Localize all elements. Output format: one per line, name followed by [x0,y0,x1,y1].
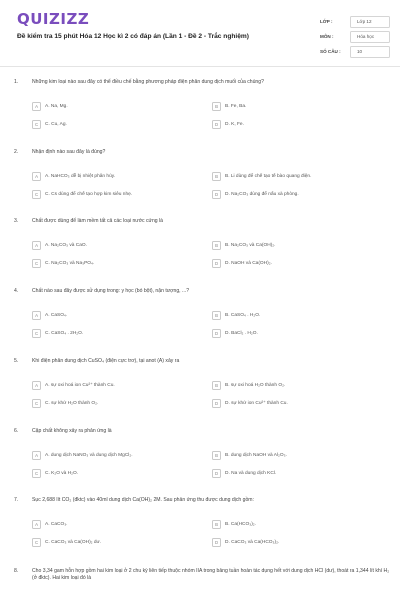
question-number: 7. [14,497,19,503]
option-c[interactable] [32,394,212,412]
question-text: Cặp chất không xảy ra phản ứng là [32,428,112,434]
meta-label: MÔN : [320,34,334,39]
option-d[interactable] [212,533,392,551]
option-letter: A [32,451,41,460]
option-text: B. Fe, Ba. [225,103,247,109]
option-c[interactable] [32,533,212,551]
option-letter: A [32,241,41,250]
question-5 [14,358,392,412]
option-letter: B [212,172,221,181]
option-text: B. dung dịch NaOH và Al₂O₃. [225,452,287,458]
meta-value: 10 [350,46,390,58]
meta-label: SỐ CÂU : [320,49,341,54]
question-number: 3. [14,218,19,224]
option-b[interactable] [212,515,392,533]
option-letter: B [212,520,221,529]
question-2 [14,149,392,203]
question-1 [14,79,392,133]
option-d[interactable] [212,185,392,203]
question-4 [14,288,392,342]
option-d[interactable] [212,464,392,482]
option-letter: D [212,538,221,547]
option-d[interactable] [212,115,392,133]
question-text: Những kim loại nào sau đây có thể điều chế bằng phương pháp điện phân dung dịch muối của chúng? [32,79,264,85]
option-c[interactable] [32,254,212,272]
question-7 [14,497,392,551]
meta-value: Hóa học [350,31,390,43]
option-d[interactable] [212,394,392,412]
option-text: A. sự oxi hoá ion Cu²⁺ thành Cu. [45,382,115,388]
option-letter: C [32,120,41,129]
option-a[interactable] [32,515,212,533]
option-text: D. Na và dung dịch KCl. [225,470,277,476]
option-text: A. CaCO₃. [45,521,68,527]
option-b[interactable] [212,376,392,394]
option-letter: D [212,329,221,338]
option-letter: C [32,190,41,199]
option-text: C. Na₂CO₃ và Na₃PO₄. [45,260,95,266]
option-c[interactable] [32,185,212,203]
meta-row-subject [320,29,390,44]
option-text: B. sự oxi hoá H₂O thành O₂. [225,382,286,388]
question-text: Khi điện phân dung dịch CuSO₄ (điện cực trơ), tại anot (A) xảy ra [32,358,180,364]
option-letter: C [32,469,41,478]
option-letter: D [212,259,221,268]
option-text: D. Na₂CO₃ dùng để nấu xà phòng. [225,191,299,197]
question-text: Nhận định nào sau đây là đúng? [32,149,106,155]
option-text: C. CaSO₄ . 2H₂O. [45,330,84,336]
question-number: 1. [14,79,19,85]
option-d[interactable] [212,324,392,342]
option-text: A. NaHCO₃ dễ bị nhiệt phân hủy. [45,173,116,179]
option-letter: C [32,538,41,547]
question-number: 8. [14,568,19,574]
option-a[interactable] [32,236,212,254]
option-text: A. Na, Mg. [45,103,68,109]
option-letter: A [32,172,41,181]
option-c[interactable] [32,115,212,133]
option-text: A. Na₂CO₃ và CaO. [45,242,87,248]
question-6 [14,428,392,482]
question-text: Chất được dùng để làm mềm tất cả các loại nước cứng là [32,218,164,224]
question-number: 6. [14,428,19,434]
option-text: D. NaOH và Ca(OH)₂. [225,260,272,266]
option-b[interactable] [212,446,392,464]
meta-value: Lớp 12 [350,16,390,28]
option-text: C. sự khử H₂O thành O₂. [45,400,99,406]
meta-row-count [320,44,390,59]
option-c[interactable] [32,324,212,342]
option-letter: D [212,190,221,199]
option-text: B. Ca(HCO₃)₂. [225,521,256,527]
quizizz-logo[interactable]: QUIZIZZ [17,10,90,28]
option-letter: B [212,381,221,390]
option-letter: A [32,520,41,529]
document-title: Đề kiểm tra 15 phút Hóa 12 Học kì 2 có đáp án (Lần 1 - Đề 2 - Trắc nghiệm) [17,33,249,40]
question-number: 5. [14,358,19,364]
option-a[interactable] [32,446,212,464]
option-d[interactable] [212,254,392,272]
option-letter: B [212,311,221,320]
option-letter: D [212,469,221,478]
option-text: D. sự khử ion Cu²⁺ thành Cu. [225,400,288,406]
option-text: C. Cu, Ag. [45,121,67,127]
option-text: D. BaCl₂ . H₂O. [225,330,258,336]
option-a[interactable] [32,376,212,394]
option-letter: B [212,102,221,111]
option-letter: C [32,399,41,408]
option-b[interactable] [212,167,392,185]
meta-label: LỚP : [320,19,333,24]
meta-box [320,14,390,59]
option-letter: C [32,329,41,338]
option-b[interactable] [212,97,392,115]
option-letter: C [32,259,41,268]
header-divider [0,66,400,67]
option-letter: B [212,451,221,460]
option-text: A. dung dịch NaNO₃ và dung dịch MgCl₂. [45,452,133,458]
option-text: C. Cs dùng để chế tạo hợp kim siêu nhẹ. [45,191,133,197]
option-letter: A [32,311,41,320]
question-text: Cho 3,34 gam hỗn hợp gồm hai kim loại ở 2 chu kỳ liên tiếp thuộc nhóm IIA trong bảng tuần hoàn tác dụng hết với dung dịch HCl (dư), thoát ra 1,344 lít khí H₂ (ở đktc). Hai kim loại đó là [32,568,390,581]
option-b[interactable] [212,236,392,254]
option-a[interactable] [32,306,212,324]
option-text: B. Na₂CO₃ và Ca(OH)₂. [225,242,276,248]
option-letter: B [212,241,221,250]
option-text: A. CaSO₄. [45,312,68,318]
option-letter: A [32,102,41,111]
option-text: D. CaCO₃ và Ca(HCO₃)₂. [225,539,280,545]
option-text: C. CaCO₃ và Ca(OH)₂ dư. [45,539,102,545]
option-b[interactable] [212,306,392,324]
option-a[interactable] [32,167,212,185]
meta-row-class [320,14,390,29]
option-letter: D [212,120,221,129]
option-text: B. CaSO₄ . H₂O. [225,312,261,318]
option-letter: A [32,381,41,390]
option-a[interactable] [32,97,212,115]
question-number: 4. [14,288,19,294]
question-number: 2. [14,149,19,155]
option-text: B. Li dùng để chế tạo tế bào quang điện. [225,173,312,179]
option-c[interactable] [32,464,212,482]
question-3 [14,218,392,272]
option-text: D. K, Fe. [225,121,244,127]
question-text: Chất nào sau đây được sử dụng trong: y học (bó bột), nặn tượng, ...? [32,288,190,294]
option-text: C. K₂O và H₂O. [45,470,79,476]
option-letter: D [212,399,221,408]
question-8 [14,568,392,582]
question-text: Sục 2,688 lít CO₂ (đktc) vào 40ml dung dịch Ca(OH)₂ 2M. Sau phản ứng thu được dung dịch gồm: [32,497,254,503]
